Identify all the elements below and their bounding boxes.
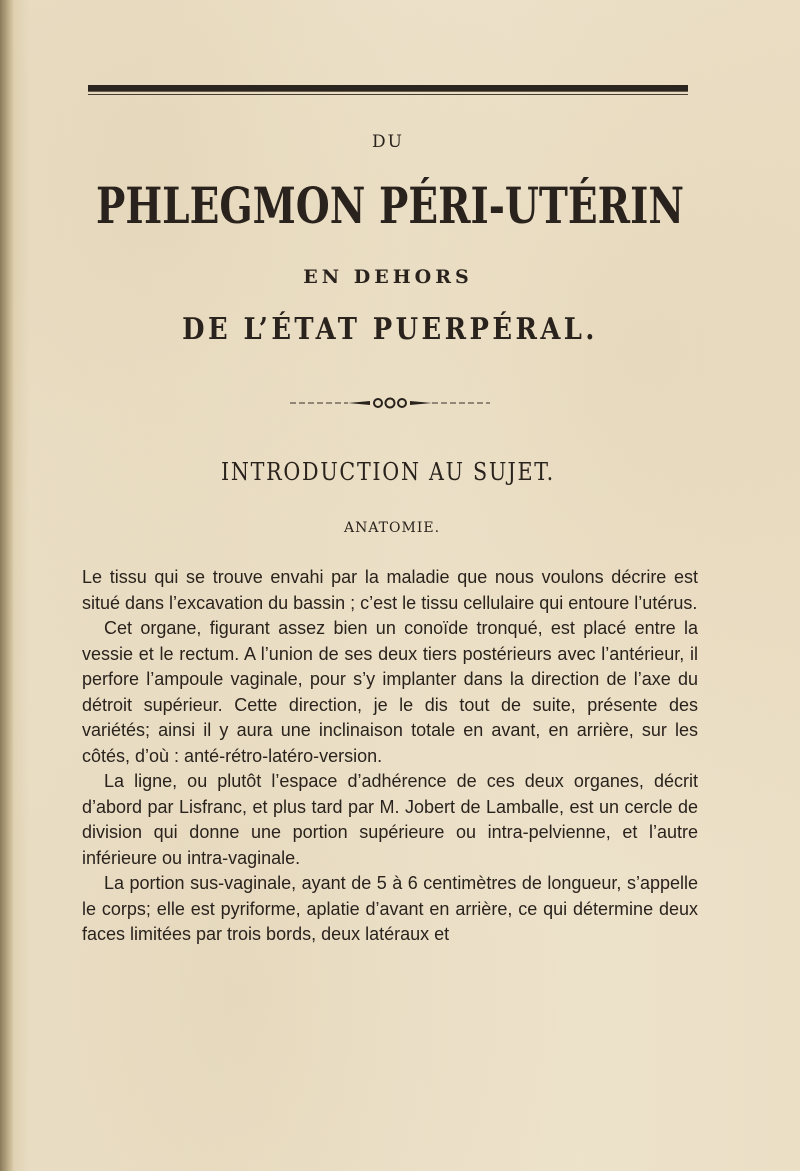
section-subtitle: ANATOMIE. [343,520,441,536]
paragraph: Cet organe, figurant assez bien un conoïde tronqué, est placé entre la vessie et le rectum. A l’union de ses deux tiers postérieurs avec l’antérieur, il perfore l’ampoule vaginale, pour s’y implanter dans la direction de l’axe du détroit supérieur. Cette direction, je le dis tout de suite, présente des variétés; ainsi il y aura une inclinaison totale en avant, en arrière, sur les côtés, d’où : anté-rétro-latéro-version. [82,618,698,766]
body-text [82,565,698,948]
page-binding-edge [0,0,14,1171]
section-title: INTRODUCTION AU SUJET. [221,458,555,486]
paragraph: La ligne, ou plutôt l’espace d’adhérence de ces deux organes, décrit d’abord par Lisfranc, et plus tard par M. Jobert de Lamballe, est un cercle de division qui donne une portion supérieure ou intra-pelvienne, et l’autre inférieure ou intra-vaginale. [82,771,698,868]
main-title: PHLEGMON PÉRI-UTÉRIN [96,176,684,235]
subtitle-line-1: EN DEHORS [303,266,473,288]
title-preposition: DU [372,132,404,152]
paragraph: Le tissu qui se trouve envahi par la maladie que nous voulons décrire est situé dans l’excavation du bassin ; c’est le tissu cellulaire qui entoure l’utérus. [82,567,698,613]
paragraph: La portion sus-vaginale, ayant de 5 à 6 centimètres de longueur, s’appelle le corps; elle est pyriforme, aplatie d’avant en arrière, ce qui détermine deux faces limitées par trois bords, deux latéraux et [82,873,698,944]
header-rule-thin [88,94,688,95]
ornament-divider [290,396,490,410]
header-rule [88,85,688,92]
subtitle-line-2: DE L’ÉTAT PUERPÉRAL. [182,312,598,347]
